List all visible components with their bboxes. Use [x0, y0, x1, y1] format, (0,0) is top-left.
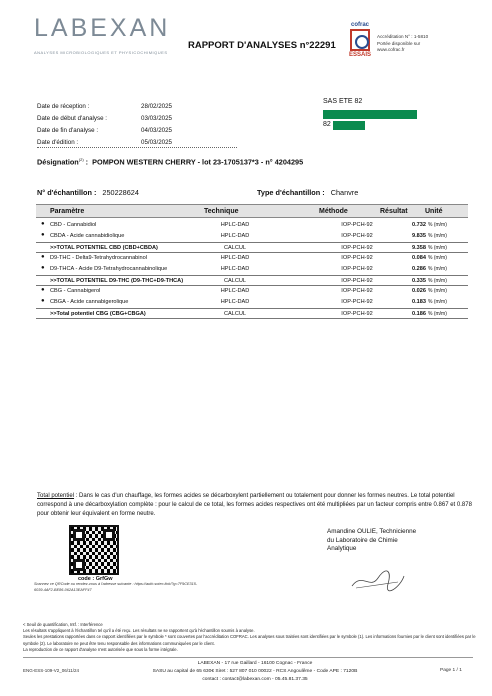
- row-meth: IOP-PCH-92: [341, 222, 373, 228]
- signatory-line: Amandine OULIE, Technicienne: [327, 528, 417, 535]
- row-tech: HPLC-DAD: [220, 299, 250, 305]
- sample-number: [37, 188, 139, 197]
- designation-label: Désignation: [37, 157, 79, 167]
- designation-value: POMPON WESTERN CHERRY - lot 23-1705137*3 - n° 4204295: [92, 157, 304, 167]
- cofrac-bottom-text: ESSAIS: [349, 52, 372, 58]
- footnote-line: Seules les prestations rapportées dans ce rapport identifiées par le symbole * sont couvertes par l'accréditation COFRAC. Les analyses sous traitées sont identifiées par le symbole (1). Les informations fournies par le client sont identifiées par le symbole (2). Le laboratoire ne peut être tenu responsable des informations communiquées par le client.: [23, 634, 476, 646]
- row-param: CBD - Cannabidiol: [50, 222, 97, 228]
- date-row: [37, 113, 172, 125]
- row-result: 0.286: [412, 266, 426, 272]
- row-result: 0.183: [412, 299, 426, 305]
- row-result: 9.358: [412, 245, 426, 251]
- row-tech: HPLC-DAD: [220, 288, 250, 294]
- row-unit: % (m/m): [428, 278, 447, 284]
- row-tech: CALCUL: [223, 245, 247, 251]
- company-line: contact : contact@labexan.com - 05.45.81.37.35: [202, 676, 308, 682]
- row-tech: HPLC-DAD: [220, 266, 250, 272]
- signatory: [327, 528, 416, 554]
- table-row: [36, 231, 468, 242]
- row-unit: % (m/m): [428, 288, 447, 294]
- footnote-line: Les résultats s'appliquent à l'échantillon tel qu'il a été reçu. Les résultats ne se rapportent qu'à l'échantillon soumis à analyse.: [23, 628, 255, 634]
- row-meth: IOP-PCH-92: [341, 266, 373, 272]
- footnotes: [23, 622, 483, 653]
- row-param: D9-THC - Delta9-Tetrahydrocannabinol: [50, 255, 147, 261]
- labexan-logo: LABEXAN: [34, 14, 171, 42]
- row-bullet: ●: [41, 221, 45, 227]
- table-row: [36, 253, 468, 264]
- table-row: [36, 264, 468, 275]
- row-meth: IOP-PCH-92: [341, 255, 373, 261]
- sample-type: [257, 188, 358, 197]
- row-meth: IOP-PCH-92: [341, 299, 373, 305]
- sample-type-label: Type d'échantillon :: [257, 188, 325, 197]
- qr-code-icon[interactable]: [69, 525, 119, 575]
- accreditation-line: Accréditation N° : 1-5810: [377, 34, 429, 39]
- handwritten-signature: [348, 566, 408, 594]
- cofrac-mark-icon: [350, 29, 370, 51]
- row-param: >>Total potentiel CBG (CBG+CBGA): [50, 311, 146, 317]
- row-unit: % (m/m): [428, 233, 447, 239]
- row-param: >>TOTAL POTENTIEL D9-THC (D9-THC+D9-THCA): [50, 278, 184, 284]
- row-param: >>TOTAL POTENTIEL CBD (CBD+CBDA): [50, 245, 158, 251]
- accreditation-line: www.cofrac.fr: [377, 47, 405, 52]
- row-result: 0.026: [412, 288, 426, 294]
- sample-number-value: 250228624: [102, 188, 139, 197]
- row-tech: HPLC-DAD: [220, 233, 250, 239]
- row-meth: IOP-PCH-92: [341, 288, 373, 294]
- table-row: [36, 286, 468, 297]
- document-reference: ENG-ESS-109-V2_06/11/24: [23, 668, 79, 673]
- date-block: [37, 101, 172, 149]
- row-unit: % (m/m): [428, 266, 447, 272]
- row-tech: CALCUL: [223, 311, 247, 317]
- redaction-bar: [333, 121, 365, 130]
- row-bullet: ●: [41, 254, 45, 260]
- client-name: SAS ETE 82: [323, 98, 363, 105]
- row-tech: HPLC-DAD: [220, 255, 250, 261]
- row-meth: IOP-PCH-92: [341, 311, 373, 317]
- row-result: 9.835: [412, 233, 426, 239]
- date-row: [37, 125, 172, 137]
- note-label: Total potentiel: [37, 493, 75, 499]
- table-row-total: [36, 242, 468, 253]
- row-result: 0.335: [412, 278, 426, 284]
- redaction-bar: [323, 110, 417, 119]
- page-number: Page 1 / 1: [440, 668, 462, 673]
- company-line: SASU au capital de 65 630€ Siret : 527 807 010 00022 - RCS Angoulême - Code APE : 7120B: [152, 668, 358, 674]
- row-bullet: ●: [41, 287, 45, 293]
- total-potentiel-note: [37, 492, 477, 519]
- date-label: Date de début d'analyse :: [37, 115, 107, 122]
- row-bullet: ●: [41, 298, 45, 304]
- row-bullet: ●: [41, 232, 45, 238]
- row-unit: % (m/m): [428, 255, 447, 261]
- col-header-tech: Technique: [204, 208, 239, 215]
- results-table-header: [36, 204, 468, 218]
- date-value: 05/03/2025: [141, 139, 172, 146]
- date-label: Date de fin d'analyse :: [37, 127, 99, 134]
- client-postcode: 82: [323, 121, 331, 128]
- designation: Désignation$^{(2)}$ : POMPON WESTERN CHERRY - lot 23-1705137*3 - n° 4204295: [37, 157, 304, 167]
- designation-sup: (2): [78, 157, 84, 162]
- row-unit: % (m/m): [428, 311, 447, 317]
- date-value: 04/03/2025: [141, 127, 172, 134]
- table-row: [36, 220, 468, 231]
- accreditation-info: [377, 34, 428, 54]
- accreditation-line: Portée disponible sur: [377, 40, 421, 46]
- col-header-res: Résultat: [380, 208, 408, 215]
- row-meth: IOP-PCH-92: [341, 245, 373, 251]
- qr-instructions: Scannez ce QRCode ou rendez-vous à l'adresse suivante : https://auth.sotec.link/?g=7F9CE315-6039-4AF2-BE86-062A13EAFF47: [34, 582, 198, 592]
- date-label: Date d'édition :: [37, 139, 79, 146]
- date-label: Date de réception :: [37, 103, 90, 110]
- row-unit: % (m/m): [428, 222, 447, 228]
- row-bullet: ●: [41, 265, 45, 271]
- row-result: 0.732: [412, 222, 426, 228]
- col-header-meth: Méthode: [319, 208, 348, 215]
- row-meth: IOP-PCH-92: [341, 278, 373, 284]
- row-meth: IOP-PCH-92: [341, 233, 373, 239]
- footer-divider: [23, 657, 473, 658]
- sample-number-label: N° d'échantillon :: [37, 188, 97, 197]
- dates-divider: [37, 147, 237, 148]
- col-header-param: Paramètre: [50, 208, 85, 215]
- row-unit: % (m/m): [428, 245, 447, 251]
- row-param: CBDA - Acide cannabidiolique: [50, 233, 125, 239]
- note-text: : Dans le cas d'un chauffage, les formes acides se décarboxylent partiellement ou totalement pour donner les formes neutres. Le total potentiel correspond à une décarboxylation complète : pour le calcul de ce total, les formes acides respectives ont été multipliées par un facteur compris entre 0.867 et 0.878 pour obtenir leur équivalent en forme neutre.: [37, 493, 472, 517]
- table-row-total: [36, 275, 468, 286]
- table-row: [36, 297, 468, 308]
- row-result: 0.084: [412, 255, 426, 261]
- logo-subtitle: ANALYSES MICROBIOLOGIQUES ET PHYSICOCHIMIQUES: [34, 50, 168, 55]
- date-value: 03/03/2025: [141, 115, 172, 122]
- signatory-line: du Laboratoire de Chimie: [327, 536, 398, 544]
- col-header-unit: Unité: [425, 208, 443, 215]
- date-value: 28/02/2025: [141, 103, 172, 110]
- signatory-line: Analytique: [327, 545, 357, 553]
- qr-code-label: code : GrfGw: [78, 576, 113, 582]
- row-param: D9-THCA - Acide D9-Tetrahydrocannabinolique: [50, 266, 168, 272]
- row-result: 0.186: [412, 311, 426, 317]
- sample-type-value: Chanvre: [330, 188, 359, 197]
- row-tech: HPLC-DAD: [220, 222, 250, 228]
- company-line: LABEXAN - 17 rue Gaillard - 16100 Cognac - France: [197, 661, 313, 666]
- row-param: CBGA - Acide cannabigerolique: [50, 299, 129, 305]
- row-tech: CALCUL: [223, 278, 247, 284]
- date-row: [37, 101, 172, 113]
- footnote-line: La reproduction de ce rapport d'analyse n'est autorisée que sous la forme intégrale.: [23, 646, 178, 652]
- report-title: RAPPORT D'ANALYSES n°22291: [188, 40, 336, 51]
- footnote-line: < Seuil de quantification, Intf. : Interférence: [23, 622, 103, 627]
- row-unit: % (m/m): [428, 299, 447, 305]
- cofrac-top-text: cofrac: [350, 22, 369, 28]
- table-row-total: [36, 308, 468, 319]
- company-info: [140, 660, 370, 683]
- cofrac-logo: [349, 22, 371, 58]
- row-param: CBG - Cannabigerol: [50, 288, 101, 294]
